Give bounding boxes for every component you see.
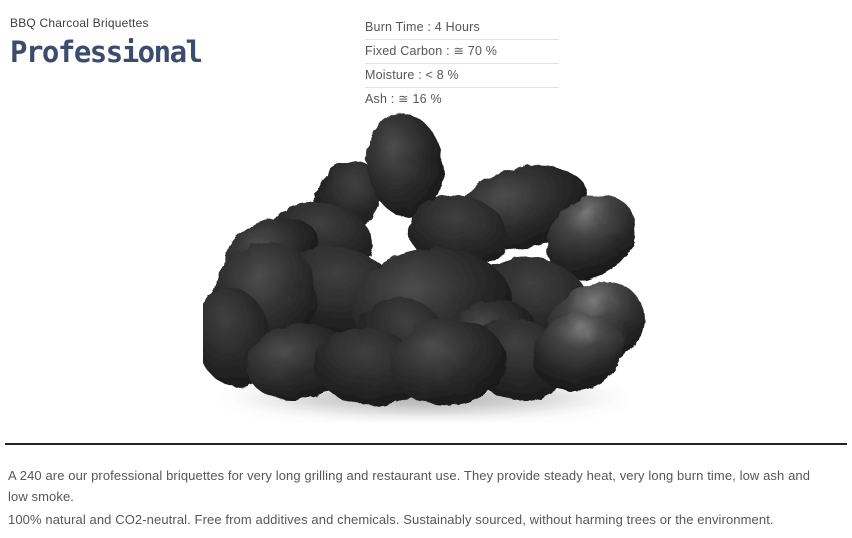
spec-row-ash: Ash : ≅ 16 %: [365, 92, 442, 106]
product-category-label: BBQ Charcoal Briquettes: [10, 16, 149, 30]
spec-row-burn-time: Burn Time : 4 Hours: [365, 16, 559, 40]
briquette-pile-illustration: [203, 112, 648, 422]
product-title: Professional: [10, 35, 202, 69]
product-header: [10, 16, 202, 69]
product-image: [203, 112, 648, 422]
spec-row-moisture: Moisture : < 8 %: [365, 64, 559, 88]
description-paragraph-1: A 240 are our professional briquettes for very long grilling and restaurant use. They provide steady heat, very long burn time, low ash and low smoke.: [8, 468, 811, 504]
description-paragraph-2: 100% natural and CO2-neutral. Free from additives and chemicals. Sustainably sourced, without harming trees or the environment.: [8, 512, 774, 527]
spec-row-fixed-carbon: Fixed Carbon : ≅ 70 %: [365, 40, 559, 64]
product-description: [8, 465, 820, 532]
section-divider: [5, 443, 847, 445]
spec-table: [365, 16, 559, 111]
